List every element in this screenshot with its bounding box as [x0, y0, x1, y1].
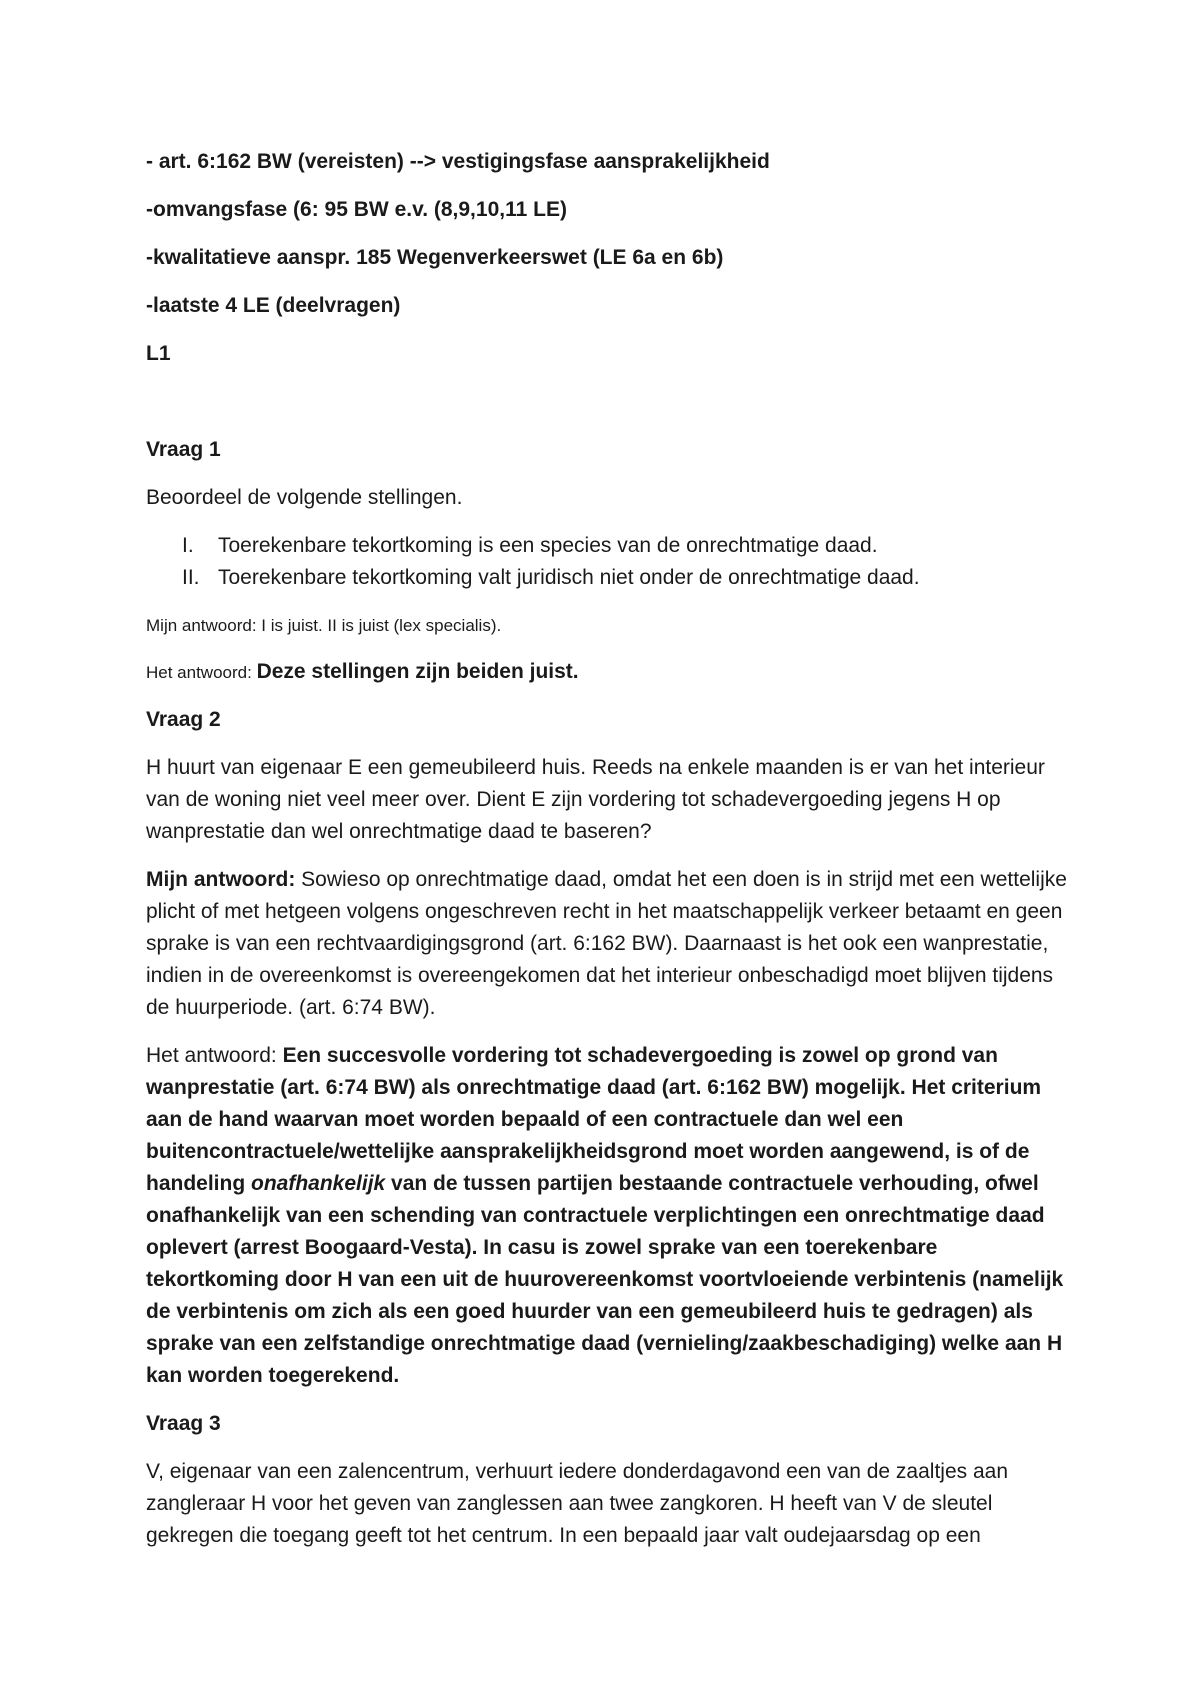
- q2-heading: Vraag 2: [146, 708, 221, 731]
- q2-answer-label: Het antwoord:: [146, 1044, 283, 1067]
- section-label: L1: [146, 342, 171, 365]
- statement-text: Toerekenbare tekortkoming valt juridisch niet onder de onrechtmatige daad.: [218, 566, 920, 589]
- q1-answer: [146, 656, 1076, 689]
- q2-answer-emphasis: onafhankelijk: [251, 1172, 386, 1195]
- q1-statement-1: [146, 530, 1076, 562]
- statement-text: Toerekenbare tekortkoming is een species van de onrechtmatige daad.: [218, 534, 878, 557]
- q1-statement-2: [146, 562, 1076, 594]
- outline-line-4: -laatste 4 LE (deelvragen): [146, 294, 401, 317]
- outline-line-1: - art. 6:162 BW (vereisten) --> vestigingsfase aansprakelijkheid: [146, 150, 770, 173]
- q2-my-answer-label: Mijn antwoord:: [146, 868, 296, 891]
- q2-answer-part1: Een succesvolle vordering tot schadevergoeding is zowel op grond van wanprestatie (art. 6:74 BW) als onrechtmatige daad (art. 6:162 BW) mogelijk. Het criterium aan de hand waarvan moet worden bepaald of een contractuele dan wel een buitencontractuele/wettelijke aansprakelijkheidsgrond moet worden aangewend, is of de handeling: [146, 1044, 1042, 1195]
- q3-heading: Vraag 3: [146, 1412, 221, 1435]
- q1-answer-text: Deze stellingen zijn beiden juist.: [256, 660, 579, 683]
- q1-answer-label: Het antwoord:: [146, 663, 257, 682]
- outline-line-3: -kwalitatieve aanspr. 185 Wegenverkeerswet (LE 6a en 6b): [146, 246, 724, 269]
- q2-question: H huurt van eigenaar E een gemeubileerd huis. Reeds na enkele maanden is er van het interieur van de woning niet veel meer over. Dient E zijn vordering tot schadevergoeding jegens H op wanprestatie dan wel onrechtmatige daad te baseren?: [146, 756, 1045, 843]
- q1-my-answer: Mijn antwoord: I is juist. II is juist (lex specialis).: [146, 616, 502, 635]
- q1-prompt: Beoordeel de volgende stellingen.: [146, 486, 463, 509]
- q3-text: V, eigenaar van een zalencentrum, verhuurt iedere donderdagavond een van de zaaltjes aan zangleraar H voor het geven van zanglessen aan twee zangkoren. H heeft van V de sleutel gekregen die toegang geeft tot het centrum. In een bepaald jaar valt oudejaarsdag op een: [146, 1460, 1009, 1547]
- q2-answer: [146, 1040, 1076, 1392]
- q1-heading: Vraag 1: [146, 438, 221, 461]
- statement-number: II.: [182, 566, 200, 589]
- q2-answer-part2: van de tussen partijen bestaande contractuele verhouding, ofwel onafhankelijk van een schending van contractuele verplichtingen een onrechtmatige daad oplevert (arrest Boogaard-Vesta). In casu is zowel sprake van een toerekenbare tekortkoming door H van een uit de huurovereenkomst voortvloeiende verbintenis (namelijk de verbintenis om zich als een goed huurder van een gemeubileerd huis te gedragen) als sprake van een zelfstandige onrechtmatige daad (vernieling/zaakbeschadiging) welke aan H kan worden toegerekend.: [146, 1172, 1064, 1387]
- statement-number: I.: [182, 534, 194, 557]
- q2-my-answer: [146, 864, 1076, 1024]
- q2-my-answer-text: Sowieso op onrechtmatige daad, omdat het een doen is in strijd met een wettelijke plicht of met hetgeen volgens ongeschreven recht in het maatschappelijk verkeer betaamt en geen sprake is van een rechtvaardigingsgrond (art. 6:162 BW). Daarnaast is het ook een wanprestatie, indien in de overeenkomst is overeengekomen dat het interieur onbeschadigd moet blijven tijdens de huurperiode. (art. 6:74 BW).: [146, 868, 1067, 1019]
- outline-line-2: -omvangsfase (6: 95 BW e.v. (8,9,10,11 LE): [146, 198, 567, 221]
